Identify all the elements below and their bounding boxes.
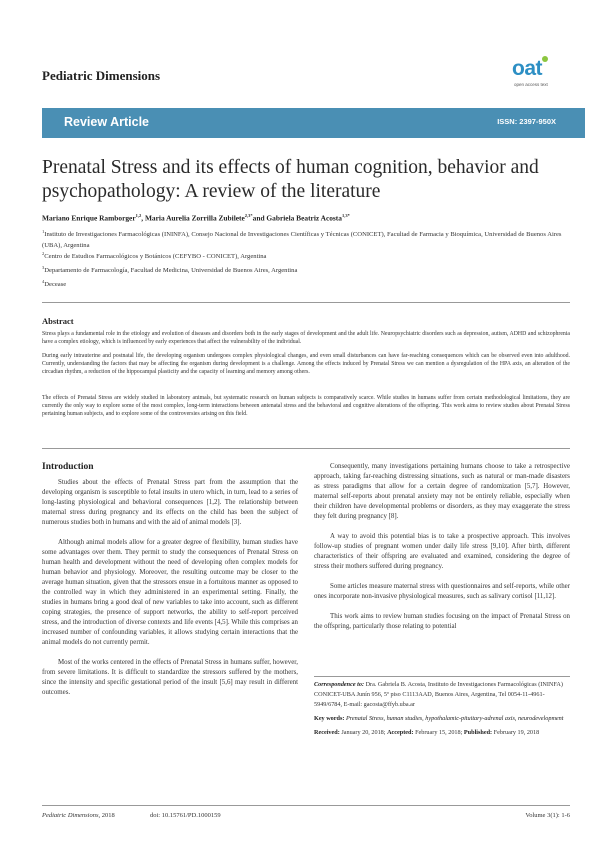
footer-volume: Volume 3(1): 1-6 bbox=[525, 812, 570, 819]
correspondence-divider bbox=[314, 676, 570, 677]
keywords-text: Prenatal Stress, human studies, hypothalamic-pituitary-adrenal axis, neurodevelopment bbox=[345, 715, 564, 722]
body-paragraph: Studies about the effects of Prenatal Stress part from the assumption that the developing organism is susceptible to fetal insults in utero which, in turn, lead to a series of long-lasting physiological and behavioral consequences [1,2]. The relationship between maternal stress during pregnancy and its effects on the child has been the subject of numerous studies both in humans and with the aid of animal models [3]. bbox=[42, 479, 298, 526]
affiliation bbox=[42, 276, 570, 290]
issn: ISSN: 2397-950X bbox=[497, 117, 556, 126]
oat-logo-icon bbox=[512, 58, 566, 94]
body-paragraph: Although animal models allow for a greater degree of flexibility, human studies have some advantages over them. They permit to study the consequences of Prenatal Stress on human health and development without the need of developing often complex models for human behavior and physiology. Moreover, the resulting outcome may be closer to the average human situation, given that the stressors ensue in a fortuitous manner as opposed to the controlled way in which they administered in an experimental setting. Finally, the studies in humans bring a good deal of new variables to take into account, such as different coping strategies, the presence of support networks, the ability to self-report perceived stress, and the introduction of diverse contexts and life events [4,5]. While this comprises an increased number of confounding variables, it allows studying certain interactions that the animal models do not currently permit. bbox=[42, 539, 298, 646]
footer-journal-name: Pediatric Dimensions bbox=[42, 812, 99, 819]
affiliation bbox=[42, 248, 570, 262]
author-sup: 1,2 bbox=[135, 213, 142, 218]
article-type: Review Article bbox=[64, 115, 149, 129]
footer-year: , 2018 bbox=[98, 812, 115, 819]
footer-divider bbox=[42, 805, 570, 806]
left-column bbox=[42, 478, 298, 708]
affiliation bbox=[42, 262, 570, 276]
correspondence-label: Correspondence to: bbox=[314, 681, 365, 688]
affiliation-sup: 4 bbox=[42, 279, 45, 284]
affiliation-sup: 3 bbox=[42, 265, 45, 270]
author-sup: 1,3* bbox=[341, 213, 350, 218]
affiliation-text: Centro de Estudios Farmacológicos y Botánicos (CEFYBO - CONICET), Argentina bbox=[44, 253, 267, 261]
affiliation-text: Decease bbox=[44, 281, 67, 289]
accepted-date: February 15, 2018 bbox=[415, 729, 461, 736]
author-separator: , bbox=[141, 213, 145, 223]
author-name: Maria Aurelia Zorrilla Zubilete bbox=[144, 213, 245, 223]
received-label: Received: bbox=[314, 729, 340, 736]
article-title: Prenatal Stress and its effects of human cognition, behavior and psychopathology: A review of the literature bbox=[42, 157, 539, 202]
logo-tagline: open access text bbox=[514, 82, 548, 87]
section-divider bbox=[42, 448, 570, 449]
introduction-heading: Introduction bbox=[42, 462, 94, 472]
body-paragraph: Some articles measure maternal stress with questionnaires and self-reports, while other ones incorporate non-invasive physiological measures, such as salivary cortisol [11,12]. bbox=[314, 583, 570, 600]
keywords-label: Key words: bbox=[314, 715, 345, 722]
published-date: February 19, 2018 bbox=[493, 729, 540, 736]
author-list bbox=[42, 213, 350, 222]
author-conjunction: and bbox=[252, 213, 267, 223]
logo-word: oat bbox=[512, 57, 542, 80]
affiliation-sup: 1 bbox=[42, 229, 45, 234]
abstract-paragraph: During early intrauterine and postnatal life, the developing organism undergoes complex physiological changes, and even small disturbances can have far-reaching consequences which can be observed even into adulthood. Currently, understanding the factors that may be affecting the organism during development is a challenge. Among the effects induced by Prenatal Stress we can mention a dysregulation of the HPA axis, an alteration of the circadian rhythm, a reduction of the hippocampal plasticity and the capacity of learning and memory among others. bbox=[42, 353, 570, 376]
author-sup: 2,3* bbox=[244, 213, 253, 218]
affiliation-text: Departamento de Farmacología, Facultad de Medicina, Universidad de Buenos Aires, Argentina bbox=[44, 267, 298, 275]
logo-dot bbox=[542, 56, 548, 62]
correspondence bbox=[314, 680, 570, 710]
affiliation-sup: 2 bbox=[42, 251, 45, 256]
body-paragraph: A way to avoid this potential bias is to take a prospective approach. This involves follow-up studies of pregnant women under daily life stress [9,10]. After birth, different characteristics of their offspring are evaluated and examined, considering the degree of stress their mothers suffered during pregnancy. bbox=[314, 533, 570, 570]
keywords bbox=[314, 714, 570, 724]
section-divider bbox=[42, 302, 570, 303]
published-label: Published: bbox=[463, 729, 493, 736]
correspondence-text: Dra. Gabriela B. Acosta, Instituto de Investigaciones Farmacológicas (ININFA) CONICET-UBA Junín 956, 5º piso C1113AAD, Buenos Aires, Argentina, Tel 0054-11-4961-5949/6784, E-mail: gacosta@ffyb.uba.ar bbox=[314, 681, 563, 708]
affiliation-text: Instituto de Investigaciones Farmacológicas (ININFA), Consejo Nacional de Investigaciones Científicas y Técnicas (CONICET), Facultad de Farmacia y Bioquímica, Universidad de Buenos Aires (UBA), Argentina bbox=[42, 231, 562, 250]
author-name: Mariano Enrique Ramborger bbox=[42, 213, 136, 223]
body-paragraph: Most of the works centered in the effects of Prenatal Stress in humans suffer, however, from severe limitations. It is difficult to standardize the stressors suffered by the mothers, since the intensity and specific gestational period of the insult [5,6] may result in different outcomes. bbox=[42, 659, 298, 696]
abstract-paragraph: Stress plays a fundamental role in the etiology and evolution of diseases and disorders both in the early stages of development and the adult life. Neuropsychiatric disorders such as depression, autism, ADHD and schizophrenia have a complex etiology, which is influenced by early experiences that affect the vulnerability of the individual. bbox=[42, 331, 570, 346]
journal-name: Pediatric Dimensions bbox=[42, 68, 161, 83]
article-dates: Received: January 20, 2018; Accepted: February 15, 2018; Published: February 19, 2018 bbox=[314, 729, 540, 736]
received-date: January 20, 2018 bbox=[341, 729, 384, 736]
correspondence-block bbox=[314, 680, 570, 738]
accepted-label: Accepted: bbox=[387, 729, 414, 736]
body-paragraph: This work aims to review human studies focusing on the impact of Prenatal Stress on the offspring, particularly those relating to potential bbox=[314, 613, 570, 630]
right-column bbox=[314, 462, 570, 642]
footer-journal bbox=[42, 812, 115, 819]
abstract-heading: Abstract bbox=[42, 316, 74, 326]
footer-doi: doi: 10.15761/PD.1000159 bbox=[150, 812, 221, 819]
author-name: Gabriela Beatriz Acosta bbox=[266, 213, 342, 223]
abstract-paragraph: The effects of Prenatal Stress are widely studied in laboratory animals, but systematic research on human subjects is comparatively scarce. While studies in humans suffer from certain methodological limitations, they are currently the only way to explore some of the most complex, long-term interactions between antenatal stress and the behavioral and cognitive alterations of the offspring. This work aims to review studies about Prenatal Stress pertaining human subjects, and to explore some of the controversies arising on this field. bbox=[42, 395, 570, 418]
body-paragraph: Consequently, many investigations pertaining humans choose to take a retrospective approach, taking far-reaching distressing situations, such as natural or man-made disasters as stress paradigms that allow for a certain degree of randomization [5,7]. However, maternal self-reports about prenatal anxiety may not be entirely reliable, especially when their children have developmental problems or disorders, as they may exaggerate the stress they felt during pregnancy [8]. bbox=[314, 463, 570, 520]
article-type-banner bbox=[42, 108, 585, 138]
